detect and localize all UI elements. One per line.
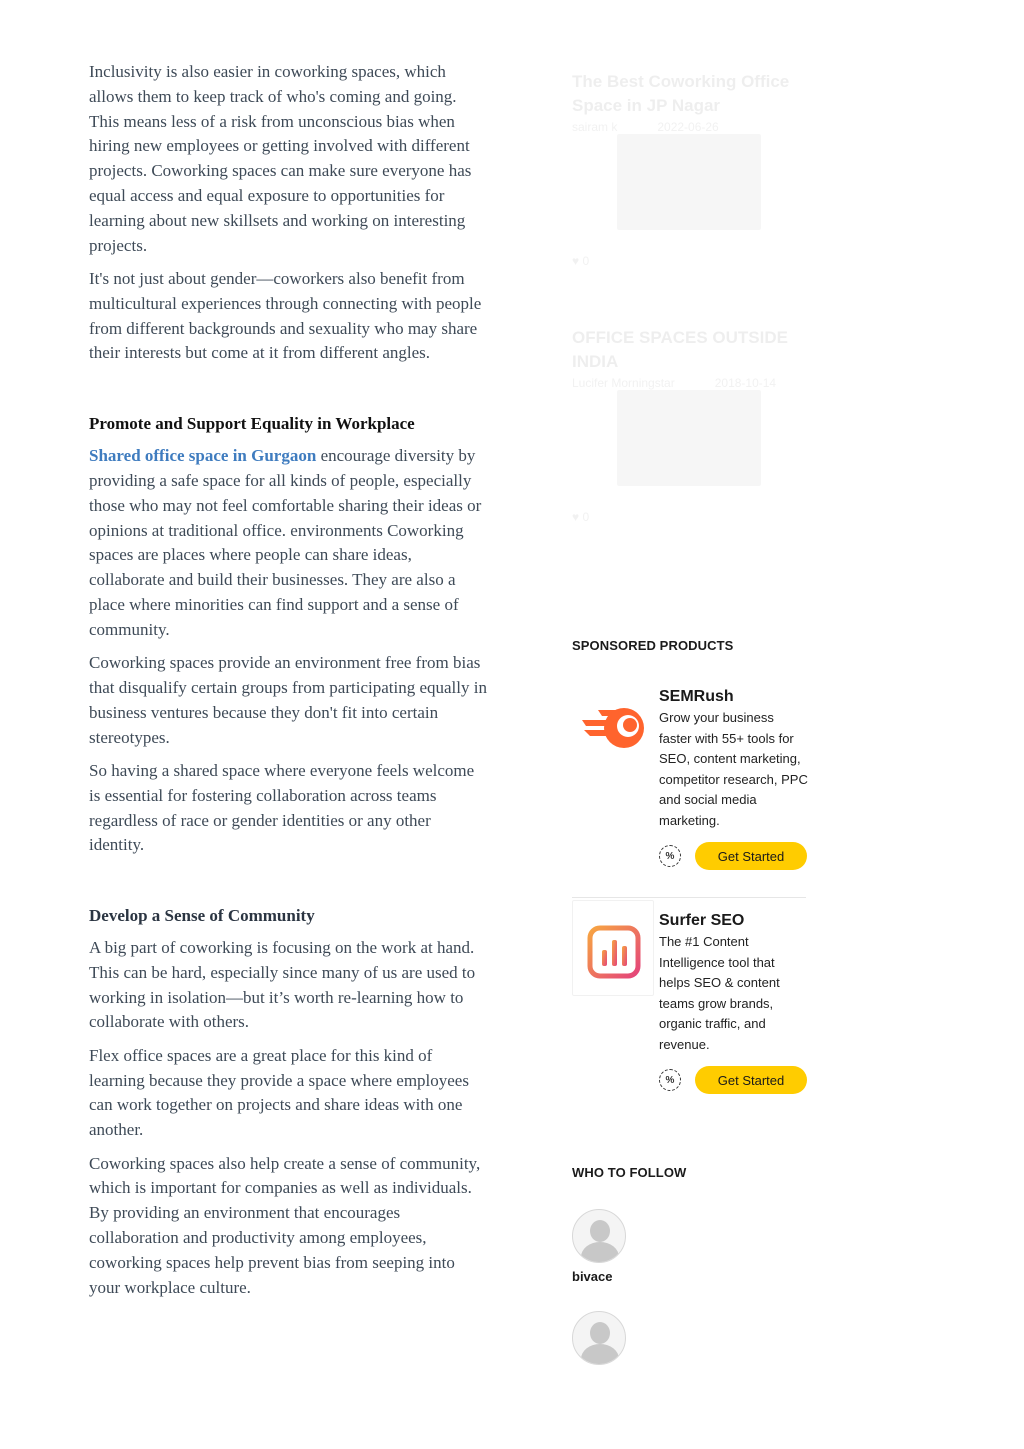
- get-started-button[interactable]: Get Started: [695, 1066, 807, 1094]
- get-started-button[interactable]: Get Started: [695, 842, 807, 870]
- follow-user[interactable]: [572, 1311, 626, 1371]
- article-paragraph: Flex office spaces are a great place for this kind of learning because they provide a space where employees can work together on projects and share ideas with one another.: [89, 1045, 469, 1140]
- article-paragraph: A big part of coworking is focusing on the work at hand. This can be hard, especially since many of us are used to working in isolation—but it’s worth re-learning how to collaborate with others.: [89, 938, 476, 1032]
- shared-office-gurgaon-link[interactable]: Shared office space in Gurgaon: [89, 446, 317, 466]
- related-post-date: 2022-06-26: [657, 120, 719, 134]
- related-post-card[interactable]: [572, 326, 812, 524]
- related-post-meta: [572, 376, 812, 390]
- related-post-thumbnail[interactable]: [617, 134, 761, 230]
- product-card-semrush: [572, 686, 806, 876]
- section-heading-equality: Promote and Support Equality in Workplace: [89, 414, 415, 434]
- article-paragraph: Coworking spaces provide an environment free from bias that disqualify certain groups from participating equally in business ventures because they don't fit into certain stereotypes.: [89, 653, 487, 747]
- likes-count: 0: [582, 254, 590, 268]
- semrush-logo-icon[interactable]: [578, 690, 650, 762]
- discount-badge-icon: %: [659, 1069, 681, 1091]
- related-post-card[interactable]: [572, 70, 812, 268]
- related-post-likes: [572, 510, 812, 524]
- product-description: Grow your business faster with 55+ tools for SEO, content marketing, competitor research, PPC and social media marketing.: [659, 710, 808, 828]
- related-post-title[interactable]: OFFICE SPACES OUTSIDE INDIA: [572, 328, 788, 371]
- related-post-author: sairam k: [572, 120, 618, 134]
- related-post-meta: [572, 120, 812, 134]
- article-body: [89, 60, 489, 1309]
- product-name[interactable]: Surfer SEO: [659, 912, 745, 929]
- heart-icon: ♥: [572, 510, 580, 524]
- sponsored-products-label: SPONSORED PRODUCTS: [572, 638, 734, 653]
- avatar-placeholder-icon[interactable]: [572, 1209, 626, 1263]
- heart-icon: ♥: [572, 254, 580, 268]
- article-paragraph: Inclusivity is also easier in coworking spaces, which allows them to keep track of who's coming and going. This means less of a risk from unconscious bias when hiring new employees or getting involved with different projects. Coworking spaces can make sure everyone has equal access and equal exposure to opportunities for learning about new skillsets and working on interesting projects.: [89, 62, 472, 255]
- paragraph-text: encourage diversity by providing a safe space for all kinds of people, especially those who may not feel comfortable sharing their ideas or opinions at traditional office. environments Coworking spaces are places where people can share ideas, collaborate and build their businesses. They are also a place where minorities can find support and a sense of community.: [89, 446, 482, 639]
- discount-badge-icon: %: [659, 845, 681, 867]
- related-post-title[interactable]: The Best Coworking Office Space in JP Nagar: [572, 72, 790, 115]
- who-to-follow-label: WHO TO FOLLOW: [572, 1165, 687, 1180]
- username[interactable]: bivace: [572, 1269, 613, 1284]
- follow-user[interactable]: [572, 1209, 626, 1284]
- related-post-thumbnail[interactable]: [617, 390, 761, 486]
- article-paragraph: It's not just about gender—coworkers also benefit from multicultural experiences through connecting with people from different backgrounds and sexuality who may share their interests but come at it from different angles.: [89, 268, 482, 363]
- product-description: The #1 Content Intelligence tool that helps SEO & content teams grow brands, organic traffic, and revenue.: [659, 934, 780, 1052]
- related-post-date: 2018-10-14: [714, 376, 777, 390]
- article-paragraph: Coworking spaces also help create a sense of community, which is important for companies as well as individuals. By providing an environment that encourages collaboration and productivity among employees, coworking spaces help prevent bias from seeping into your workplace culture.: [89, 1153, 481, 1297]
- section-heading-community: Develop a Sense of Community: [89, 906, 315, 926]
- related-post-likes: [572, 254, 812, 268]
- product-name[interactable]: SEMRush: [659, 688, 734, 705]
- product-card-surfer: [572, 910, 806, 1100]
- article-paragraph: So having a shared space where everyone feels welcome is essential for fostering collaboration across teams regardless of race or gender identities or any other identity.: [89, 760, 475, 855]
- avatar-placeholder-icon[interactable]: [572, 1311, 626, 1365]
- likes-count: 0: [582, 510, 590, 524]
- article-paragraph: [89, 444, 489, 642]
- product-divider: [572, 897, 806, 898]
- related-post-author: Lucifer Morningstar: [572, 376, 675, 390]
- surfer-logo-icon[interactable]: [578, 916, 650, 988]
